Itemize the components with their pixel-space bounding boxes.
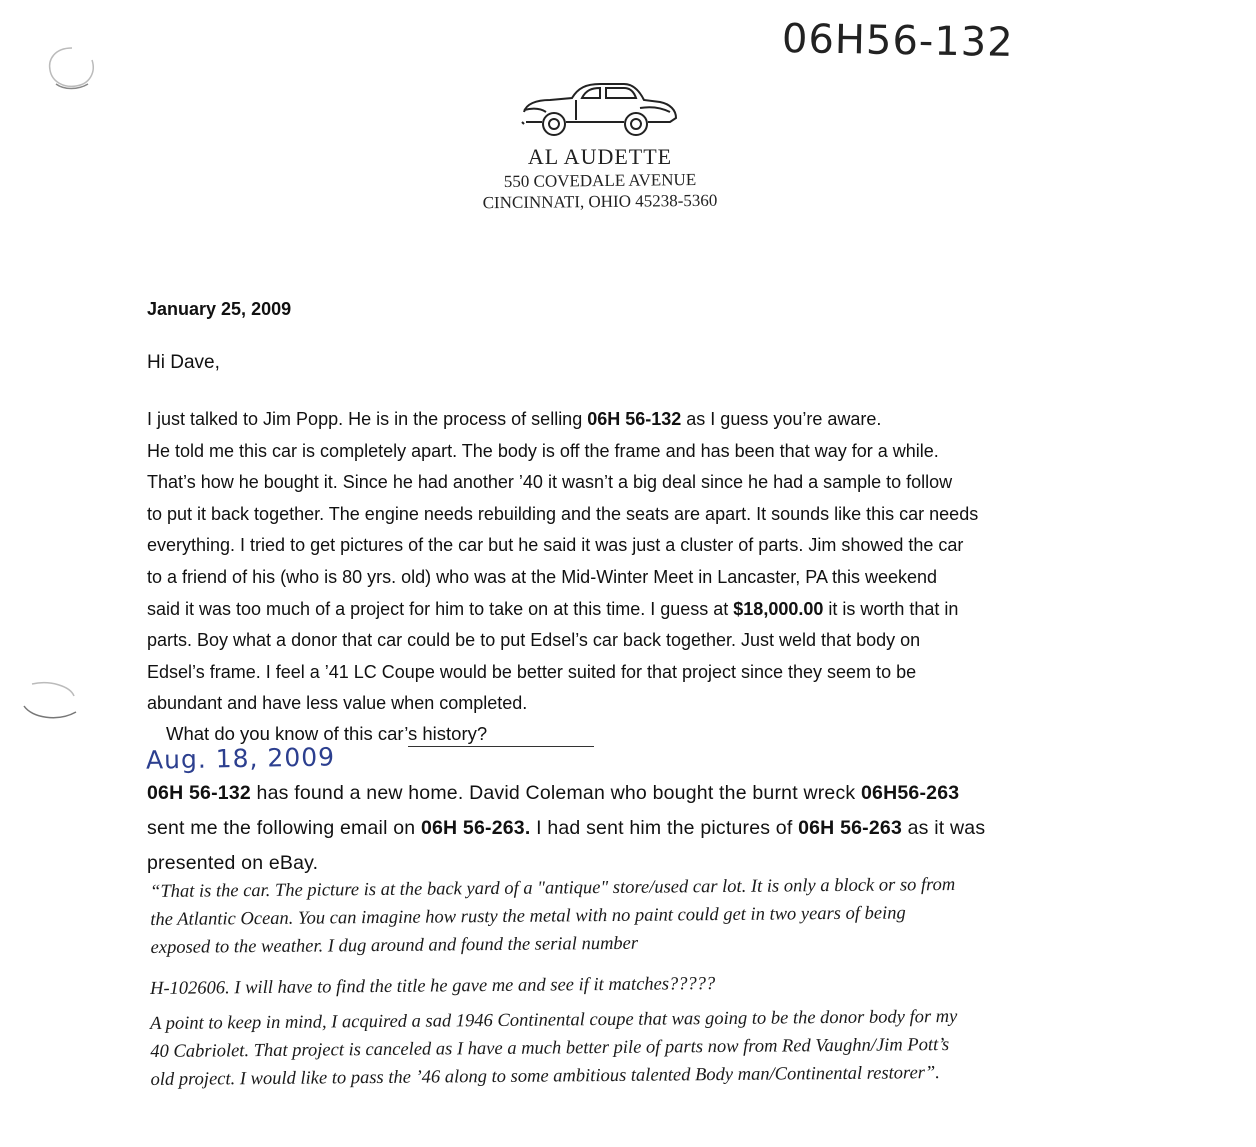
history-question: What do you know of this car’s history? (166, 723, 488, 744)
body-line: parts. Boy what a donor that car could be to put Edsel’s car back together. Just weld that body on (147, 630, 921, 651)
email-line: “That is the car. The picture is at the back yard of a "antique" store/used car lot. It is only a block or so from (150, 874, 956, 902)
quoted-email-part2 (150, 1001, 1131, 1094)
update-text: I had sent him the pictures of (530, 817, 799, 839)
body-line: to put it back together. The engine needs rebuilding and the seats are apart. It sounds like this car needs (147, 503, 979, 524)
body-text: I just talked to Jim Popp. He is in the process of selling (147, 409, 588, 429)
letterhead-name: AL AUDETTE (527, 144, 673, 169)
car-serial-bold: 06H 56-263. (420, 817, 531, 839)
body-text: it is worth that in (823, 598, 959, 619)
punch-hole-top (42, 44, 102, 92)
body-line: He told me this car is completely apart. The body is off the frame and has been that way for a while. (147, 440, 939, 461)
email-line: the Atlantic Ocean. You can imagine how rusty the metal with no paint could get in two years of being (150, 903, 906, 930)
body-line: to a friend of his (who is 80 yrs. old) who was at the Mid-Winter Meet in Lancaster, PA this weekend (147, 566, 938, 587)
car-serial-bold: 06H 56-132 (147, 782, 251, 804)
quoted-email-serial (150, 966, 1130, 1003)
update-line: presented on eBay. (147, 852, 319, 874)
letter-salutation: Hi Dave, (147, 352, 220, 373)
body-line: abundant and have less value when completed. (147, 693, 528, 714)
email-line: A point to keep in mind, I acquired a sad 1946 Continental coupe that was going to be the donor body for my (150, 1006, 958, 1034)
email-line: 40 Cabriolet. That project is canceled as I have a much better pile of parts now from Red Vaughn/Jim Pott’s (150, 1035, 950, 1062)
body-text: said it was too much of a project for him to take on at this time. I guess at (147, 598, 734, 619)
letterhead-address-city: CINCINNATI, OHIO 45238-5360 (482, 190, 718, 213)
email-line: H-102606. I will have to find the title he gave me and see if it matches????? (150, 974, 716, 999)
letter-body (147, 404, 1127, 720)
vintage-coupe-car-icon (520, 78, 680, 138)
quoted-email-part1 (150, 869, 1131, 962)
punch-hole-middle (18, 676, 84, 726)
body-line (147, 594, 1127, 626)
update-line (147, 776, 1127, 811)
body-text: as I guess you’re aware. (681, 409, 882, 429)
letterhead-address-street: 550 COVEDALE AVENUE (503, 169, 697, 192)
update-line (147, 811, 1127, 846)
body-line: That’s how he bought it. Since he had another ’40 it wasn’t a big deal since he had a sample to follow (147, 472, 953, 493)
underline-rule (408, 746, 594, 747)
update-text: has found a new home. David Coleman who bought the burnt wreck (250, 782, 861, 804)
update-text: sent me the following email on (147, 817, 421, 839)
car-serial-bold: 06H56-263 (861, 782, 960, 804)
price-bold: $18,000.00 (733, 598, 824, 619)
body-line (147, 404, 1127, 436)
email-line: exposed to the weather. I dug around and found the serial number (150, 933, 639, 958)
update-paragraph (147, 776, 1127, 881)
handwritten-update-date: Aug. 18, 2009 (145, 742, 336, 775)
body-line: Edsel’s frame. I feel a ’41 LC Coupe would be better suited for that project since they seem to be (147, 661, 917, 682)
letterhead (430, 144, 770, 212)
handwritten-reference-number: 06H56-132 (781, 15, 1015, 67)
body-line: everything. I tried to get pictures of the car but he said it was just a cluster of parts. Jim showed the car (147, 535, 964, 556)
update-text: as it was (902, 817, 986, 839)
email-line: old project. I would like to pass the ’46 along to some ambitious talented Body man/Continental restorer”. (150, 1063, 940, 1090)
car-serial-bold: 06H 56-263 (798, 817, 903, 839)
letter-date: January 25, 2009 (147, 299, 292, 319)
car-serial-bold: 06H 56-132 (587, 409, 682, 429)
